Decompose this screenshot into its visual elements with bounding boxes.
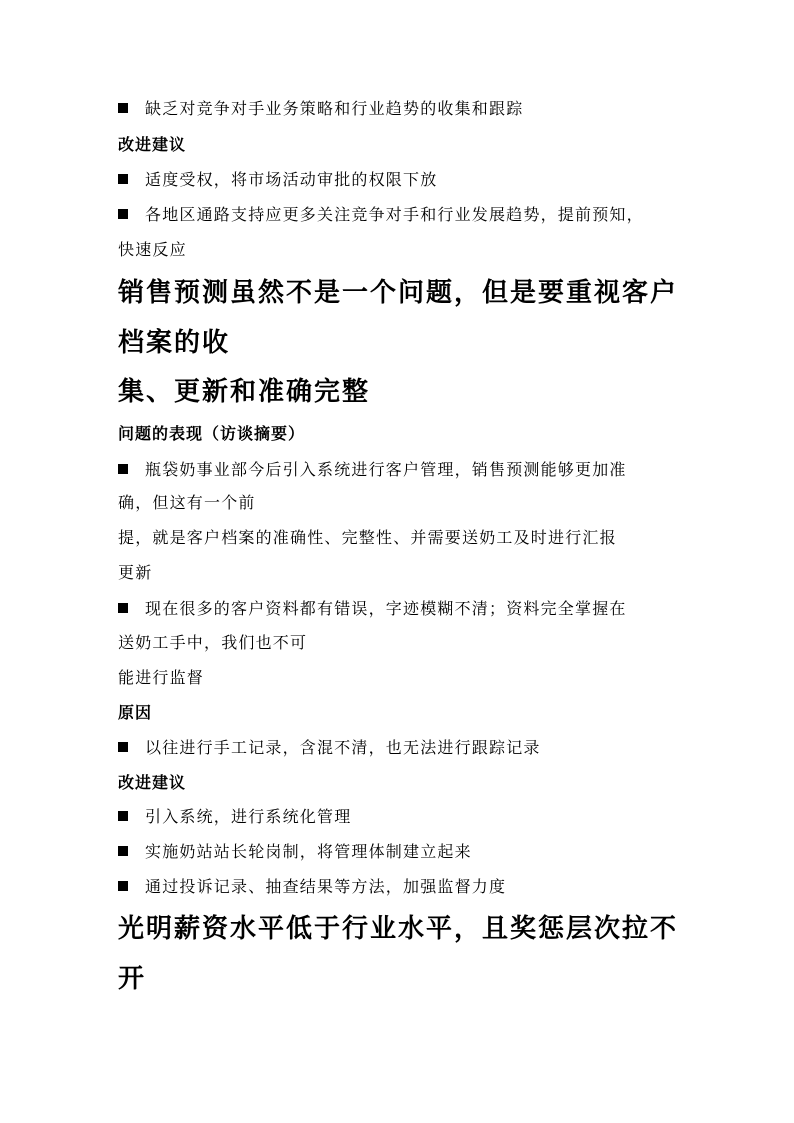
bullet-square-icon (118, 846, 128, 856)
bullet-item (118, 457, 627, 480)
bullet-item (118, 202, 644, 225)
section-heading: 问题的表现（访谈摘要） (118, 424, 306, 443)
bullet-item (118, 167, 437, 190)
body-text: 更新 (118, 563, 153, 582)
major-heading: 开 (118, 964, 147, 994)
bullet-square-icon (118, 742, 128, 752)
body-text: 提，就是客户档案的准确性、完整性、并需要送奶工及时进行汇报 (118, 528, 617, 547)
bullet-square-icon (118, 811, 128, 821)
bullet-square-icon (118, 603, 128, 613)
body-text: 送奶工手中，我们也不可 (118, 633, 308, 652)
body-text: 确，但这有一个前 (118, 493, 256, 512)
section-heading: 改进建议 (118, 135, 187, 154)
bullet-item (118, 735, 541, 758)
text: 引入系统，进行系统化管理 (145, 807, 352, 826)
text: 各地区通路支持应更多关注竞争对手和行业发展趋势，提前预知， (145, 205, 644, 224)
bullet-square-icon (118, 103, 128, 113)
text: 实施奶站站长轮岗制，将管理体制建立起来 (145, 842, 472, 861)
bullet-item (118, 839, 472, 862)
text: 通过投诉记录、抽查结果等方法，加强监督力度 (145, 877, 507, 896)
bullet-square-icon (118, 464, 128, 474)
body-text: 快速反应 (118, 240, 187, 259)
text: 适度受权，将市场活动审批的权限下放 (145, 170, 438, 189)
bullet-item (118, 874, 506, 897)
bullet-item (118, 804, 351, 827)
text: 现在很多的客户资料都有错误，字迹模糊不清；资料完全掌握在 (145, 599, 627, 618)
major-heading: 档案的收 (118, 328, 231, 358)
bullet-item (118, 96, 523, 119)
text: 瓶袋奶事业部今后引入系统进行客户管理，销售预测能够更加准 (145, 460, 627, 479)
bullet-item (118, 596, 627, 619)
bullet-square-icon (118, 209, 128, 219)
major-heading: 光明薪资水平低于行业水平，且奖惩层次拉不 (118, 914, 679, 944)
section-heading: 原因 (118, 703, 153, 722)
text: 缺乏对竞争对手业务策略和行业趋势的收集和跟踪 (145, 99, 524, 118)
bullet-square-icon (118, 174, 128, 184)
bullet-square-icon (118, 881, 128, 891)
section-heading: 改进建议 (118, 773, 187, 792)
major-heading: 销售预测虽然不是一个问题，但是要重视客户 (118, 278, 679, 308)
major-heading: 集、更新和准确完整 (118, 377, 371, 407)
body-text: 能进行监督 (118, 668, 205, 687)
text: 以往进行手工记录，含混不清，也无法进行跟踪记录 (145, 738, 541, 757)
